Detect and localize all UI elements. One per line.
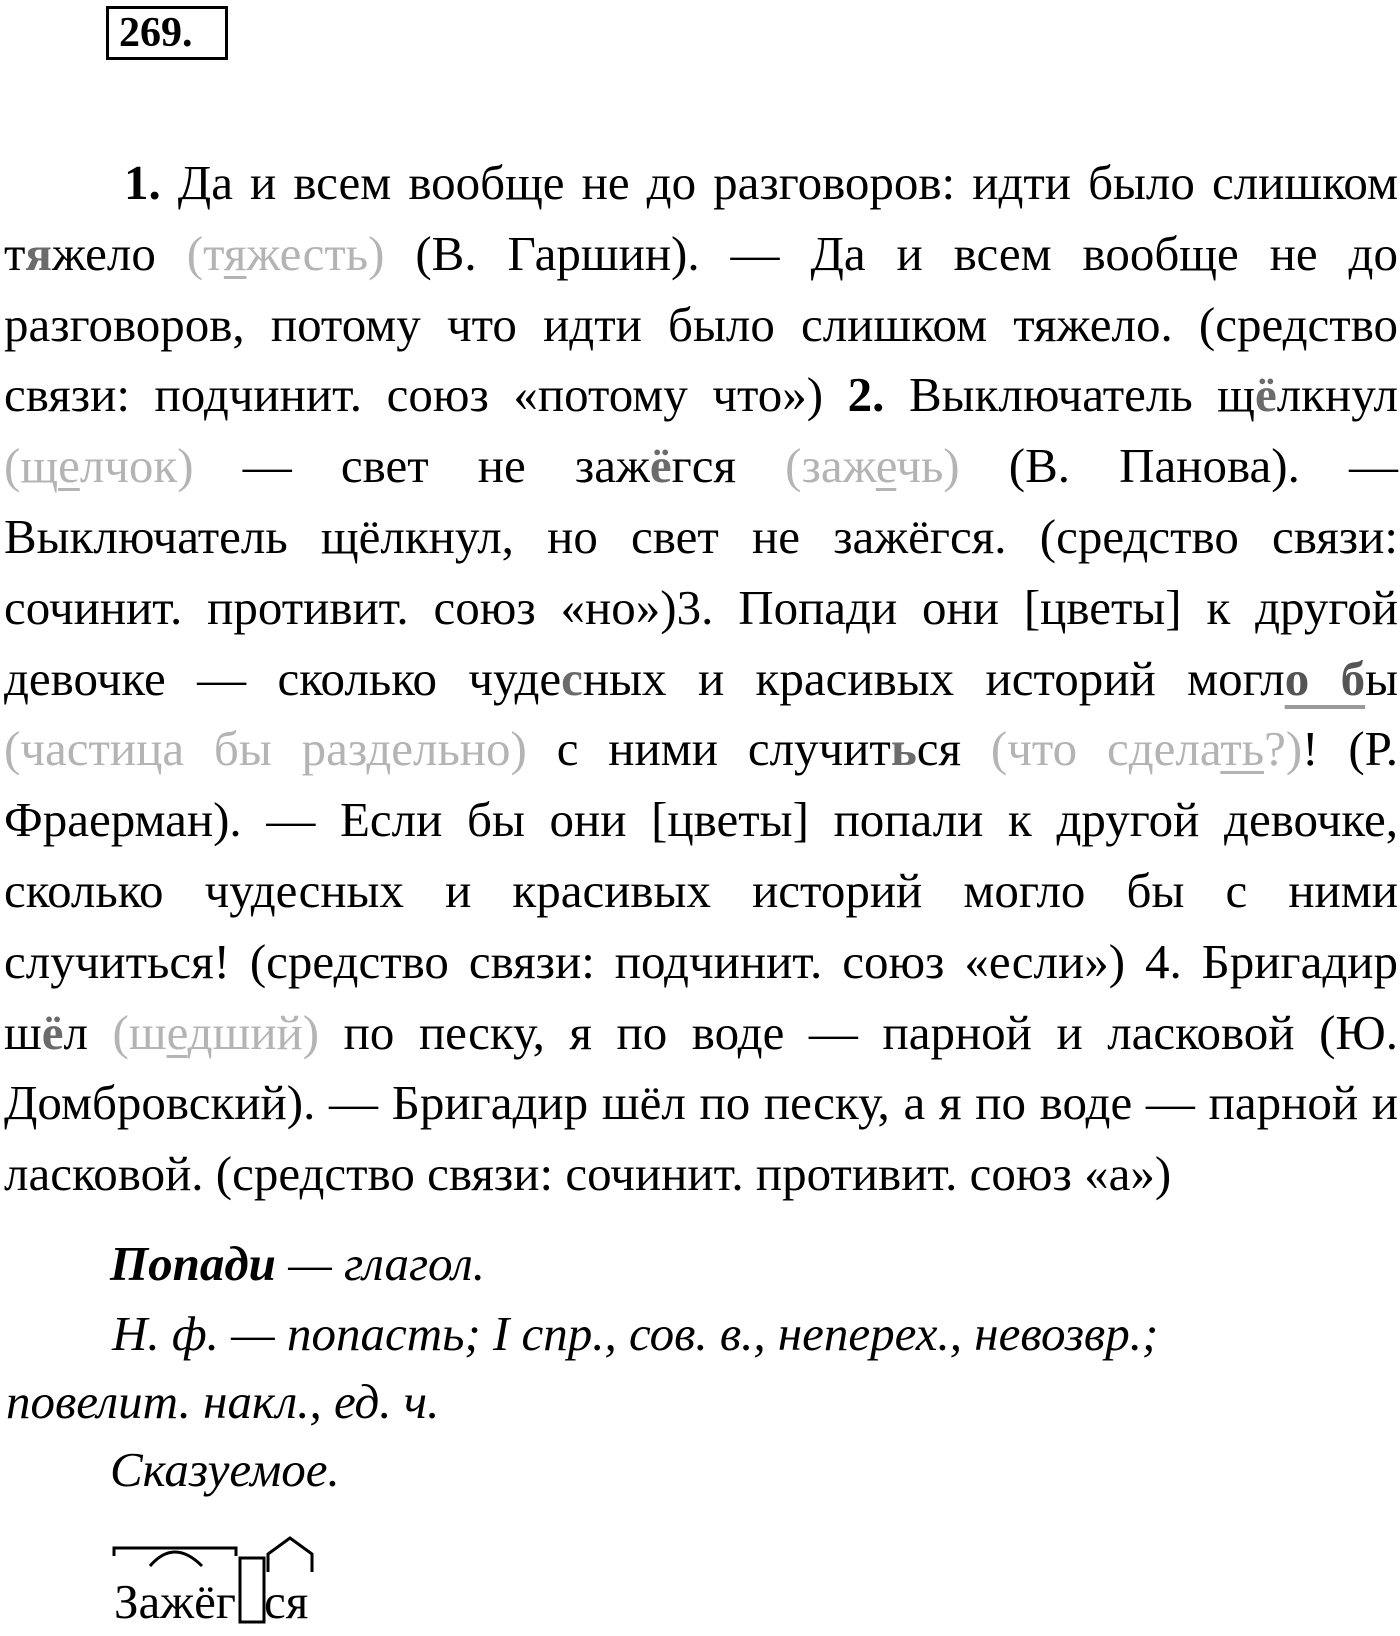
text-run: Выключатель щ bbox=[884, 367, 1255, 423]
highlighted-letter: с bbox=[561, 650, 583, 706]
text-run: Да и всем вообще не до разговоров: идти было слишком т bbox=[4, 155, 1398, 281]
hint-text: (заж bbox=[785, 438, 876, 494]
highlighted-letter: ё bbox=[41, 1004, 64, 1060]
item-1-number: 1. bbox=[124, 155, 161, 210]
hint-text: (что сдела bbox=[990, 721, 1221, 777]
analysis-word: Попади bbox=[110, 1236, 276, 1291]
hint-underlined-letter: ть bbox=[1220, 721, 1265, 777]
hint-text: чь) bbox=[896, 438, 960, 494]
analysis-line-1: Н. ф. — попасть; I спр., сов. в., неперех., невозвр.; bbox=[112, 1306, 1159, 1361]
highlighted-letter: ь bbox=[890, 721, 917, 777]
text-run: л bbox=[63, 1004, 113, 1060]
underlined-particle: о б bbox=[1284, 650, 1366, 706]
zero-ending-box-mark bbox=[240, 1558, 264, 1622]
text-run: гся bbox=[671, 438, 786, 494]
exercise-text bbox=[4, 148, 1398, 1210]
hint-underlined-letter: е bbox=[58, 438, 80, 494]
highlighted-letter: я bbox=[25, 225, 52, 281]
text-run: ы bbox=[1365, 650, 1399, 706]
text-run: с ними случит bbox=[526, 721, 891, 777]
analysis-role: Сказуемое. bbox=[110, 1442, 340, 1497]
text-run: ! (Р. Фраерман). — Если бы они [цветы] попали к другой девочке, сколько чудесных и красивых историй могло бы с ними случиться! (средство связи: подчинит. союз «если») 4. Бригадир ш bbox=[4, 721, 1399, 1060]
hint-text: (частица бы раздельно) bbox=[4, 721, 527, 777]
text-run: лкнул bbox=[1276, 367, 1398, 423]
text-run: ных и красивых историй могл bbox=[582, 650, 1285, 706]
morph-word-postfix: ся bbox=[264, 1574, 309, 1629]
hint-text: дший) bbox=[187, 1004, 320, 1060]
hint-underlined-letter: е bbox=[166, 1004, 188, 1060]
hint-text: лчок) bbox=[79, 438, 194, 494]
text-run: — свет не заж bbox=[193, 438, 650, 494]
text-run: жело bbox=[51, 225, 187, 281]
analysis-heading bbox=[110, 1234, 485, 1294]
hint-text: жесть) bbox=[246, 225, 385, 281]
analysis-line-2: повелит. накл., ед. ч. bbox=[6, 1374, 440, 1429]
highlighted-letter: ё bbox=[1254, 367, 1277, 423]
hint-text: ?) bbox=[1264, 721, 1303, 777]
text-run: по песку, я по воде — парной и ласковой (Ю. Домбровский). — Бригадир шёл по песку, а я по воде — парной и ласковой. (средство связи: сочинит. противит. союз «а») bbox=[4, 1004, 1399, 1202]
text-run: ся bbox=[916, 721, 991, 777]
analysis-pos: — глагол. bbox=[275, 1236, 485, 1291]
root-arc-mark bbox=[150, 1552, 202, 1566]
morph-word-stem: Зажёг bbox=[114, 1574, 236, 1629]
item-2-number: 2. bbox=[847, 367, 885, 423]
hint-text: (щ bbox=[4, 438, 59, 494]
hint-text: (ш bbox=[112, 1004, 167, 1060]
exercise-number: 269. bbox=[106, 6, 228, 60]
hint-underlined-letter: я bbox=[223, 225, 247, 281]
hint-text: (т bbox=[186, 225, 224, 281]
postfix-roof-mark bbox=[268, 1538, 312, 1572]
text-run: (В. Панова). — Выключатель щёлкнул, но свет не зажёгся. (средство связи: сочинит. противит. союз «но»)3. Попади они [цветы] к другой девочке — сколько чуде bbox=[4, 438, 1398, 706]
text-run: (В. Гаршин). — Да и всем вообще не до разговоров, потому что идти было слишком тяжело. (средство связи: подчинит. союз «потому что») bbox=[4, 225, 1398, 423]
highlighted-letter: ё bbox=[649, 438, 672, 494]
hint-underlined-letter: е bbox=[875, 438, 897, 494]
morphemic-analysis bbox=[112, 1536, 332, 1636]
morpheme-marks bbox=[112, 1536, 332, 1636]
